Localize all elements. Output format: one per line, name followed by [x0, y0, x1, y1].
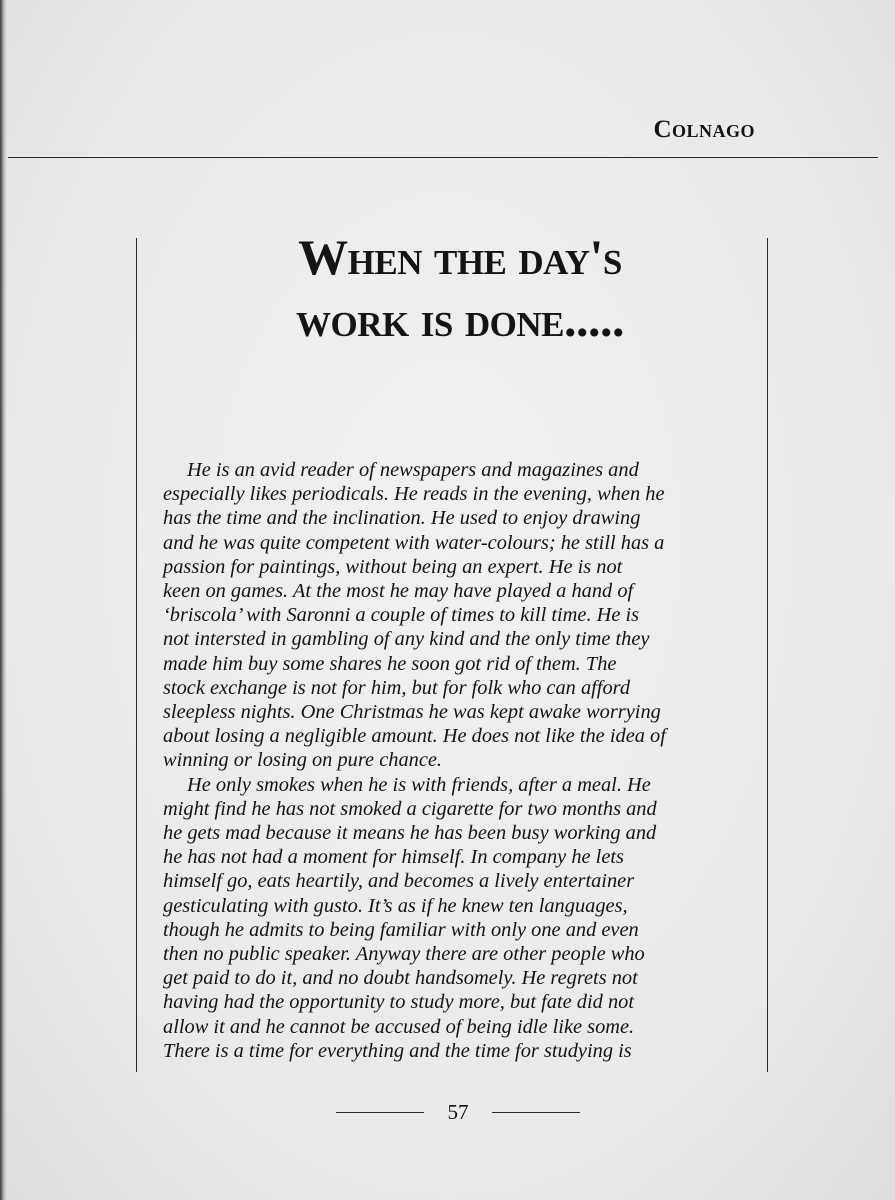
text-line: gesticulating with gusto. It’s as if he knew ten languages, — [163, 894, 628, 917]
footer-rule-left — [336, 1112, 424, 1113]
text-line: get paid to do it, and no doubt handsomely. He regrets not — [163, 967, 638, 990]
text-line: ‘briscola’ with Saronni a couple of times to kill time. He is — [163, 604, 640, 627]
text-line: himself go, eats heartily, and becomes a lively entertainer — [163, 870, 635, 893]
text-line: He only smokes when he is with friends, after a meal. He — [187, 773, 651, 796]
text-line: made him buy some shares he soon got rid of them. The — [163, 652, 617, 675]
text-line: keen on games. At the most he may have played a hand of — [163, 580, 634, 603]
footer-rule-right — [492, 1112, 580, 1113]
text-line: passion for paintings, without being an expert. He is not — [163, 555, 623, 578]
text-line: then no public speaker. Anyway there are other people who — [163, 943, 645, 966]
chapter-title-line-1: When the day's — [298, 229, 622, 285]
text-line: he has not had a moment for himself. In company he lets — [163, 846, 624, 869]
left-column-rule — [136, 238, 137, 1072]
text-line: He is an avid reader of newspapers and magazines and — [187, 459, 639, 481]
page-number: 57 — [447, 1099, 469, 1124]
running-head: Colnago — [653, 116, 755, 143]
text-line: about losing a negligible amount. He does not like the idea of — [163, 725, 666, 748]
text-line: allow it and he cannot be accused of being idle like some. — [163, 1015, 635, 1038]
spine-shadow — [0, 0, 7, 1200]
text-line: winning or losing on pure chance. — [163, 749, 443, 772]
body-text — [163, 458, 757, 1063]
text-line: There is a time for everything and the time for studying is — [163, 1039, 632, 1062]
text-line: might find he has not smoked a cigarette for two months and — [163, 797, 657, 820]
text-line: has the time and the inclination. He used to enjoy drawing — [163, 507, 641, 530]
page-footer — [336, 1098, 580, 1126]
text-line: having had the opportunity to study more, but fate did not — [163, 991, 635, 1014]
text-line: stock exchange is not for him, but for folk who can afford — [163, 676, 631, 699]
right-column-rule — [767, 238, 768, 1072]
header-rule — [8, 157, 878, 158]
text-line: sleepless nights. One Christmas he was kept awake worrying — [163, 701, 661, 724]
text-line: and he was quite competent with water-colours; he still has a — [163, 531, 665, 554]
text-line: he gets mad because it means he has been busy working and — [163, 822, 657, 845]
text-line: not intersted in gambling of any kind and the only time they — [163, 628, 650, 651]
text-line: though he admits to being familiar with only one and even — [163, 918, 639, 941]
text-line: especially likes periodicals. He reads in the evening, when he — [163, 483, 665, 506]
chapter-title-line-2: work is done..... — [296, 291, 624, 347]
chapter-title — [160, 226, 760, 350]
